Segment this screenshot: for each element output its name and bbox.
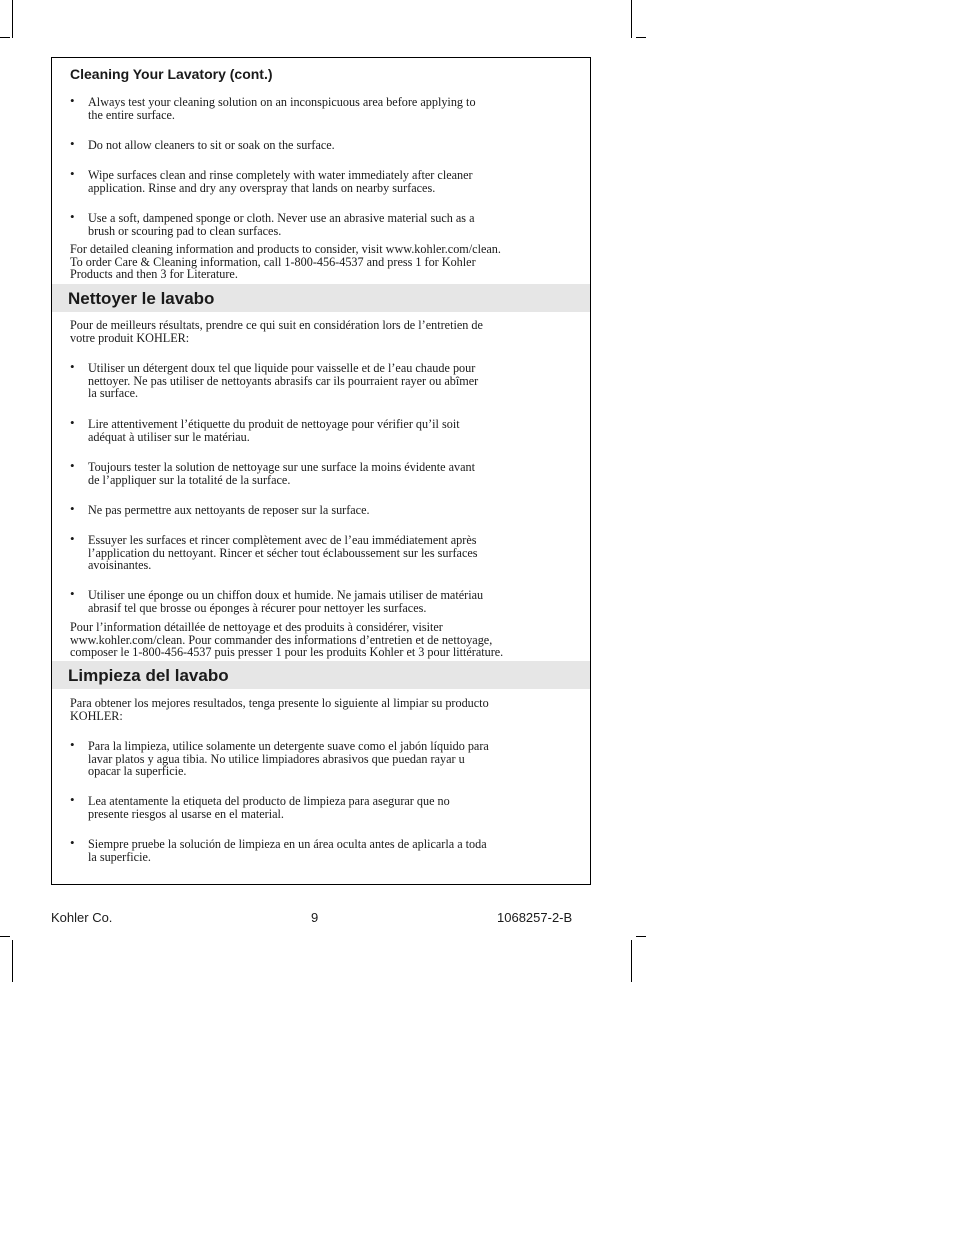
crop-mark [0, 936, 10, 937]
section-subhead-english: Cleaning Your Lavatory (cont.) [70, 66, 273, 82]
bullet-icon: • [70, 359, 75, 374]
list-item [70, 136, 568, 152]
bullet-icon: • [70, 586, 75, 601]
bullet-icon: • [70, 136, 75, 151]
list-item [70, 166, 568, 195]
crop-mark [12, 940, 13, 982]
list-item [70, 835, 568, 864]
bullet-icon: • [70, 166, 75, 181]
bullet-icon: • [70, 501, 75, 516]
section-heading-band-french [52, 284, 590, 312]
intro-paragraph-spanish: Para obtener los mejores resultados, tenga presente lo siguiente al limpiar su producto KOHLER: [70, 696, 489, 723]
list-item-text: Wipe surfaces clean and rinse completely with water immediately after cleaner application. Rinse and dry any overspray that lands on nearby surfaces. [88, 168, 473, 195]
list-item [70, 359, 568, 401]
list-item-text: Utiliser une éponge ou un chiffon doux et humide. Ne jamais utiliser de matériau abrasif tel que brosse ou éponges à récurer pour nettoyer les surfaces. [88, 588, 484, 615]
list-item-text: Utiliser un détergent doux tel que liquide pour vaisselle et de l’eau chaude pour nettoyer. Ne pas utiliser de nettoyants abrasifs car ils pourraient rayer ou abîmer la surface. [88, 361, 479, 401]
list-item [70, 737, 568, 779]
footer-doc-number: 1068257-2-B [497, 910, 573, 925]
bullet-icon: • [70, 458, 75, 473]
list-item [70, 93, 568, 122]
list-item-text: Lea atentamente la etiqueta del producto de limpieza para asegurar que no presente riesgos al usarse en el material. [88, 794, 450, 821]
bullet-icon: • [70, 209, 75, 224]
crop-mark [631, 940, 632, 982]
list-item-text: Always test your cleaning solution on an inconspicuous area before applying to the entire surface. [88, 95, 476, 122]
list-item-text: Essuyer les surfaces et rincer complètement avec de l’eau immédiatement après l’application du nettoyant. Rincer et sécher tout éclaboussement sur les surfaces avoisinantes. [88, 533, 478, 573]
footer-company: Kohler Co. [51, 910, 113, 925]
list-item [70, 501, 568, 517]
crop-mark [12, 0, 13, 38]
bullet-icon: • [70, 93, 75, 108]
content-panel [51, 57, 591, 885]
bullet-icon: • [70, 835, 75, 850]
crop-mark [631, 0, 632, 38]
list-item-text: Lire attentivement l’étiquette du produit de nettoyage pour vérifier qu’il soit adéquat à utiliser sur le matériau. [88, 417, 460, 444]
list-item [70, 458, 568, 487]
bullet-icon: • [70, 792, 75, 807]
list-item-text: Siempre pruebe la solución de limpieza en un área oculta antes de aplicarla a toda la superficie. [88, 837, 487, 864]
list-item-text: Toujours tester la solution de nettoyage sur une surface la moins évidente avant de l’appliquer sur la totalité de la surface. [88, 460, 475, 487]
list-item-text: Do not allow cleaners to sit or soak on the surface. [88, 138, 335, 152]
crop-mark [636, 37, 646, 38]
closing-paragraph-english: For detailed cleaning information and products to consider, visit www.kohler.com/clean. To order Care & Cleaning information, call 1-800-456-4537 and press 1 for Kohler Products and then 3 for Literature. [70, 242, 501, 282]
list-item [70, 586, 568, 615]
list-item [70, 792, 568, 821]
footer-page-number: 9 [311, 910, 319, 925]
intro-paragraph-french: Pour de meilleurs résultats, prendre ce qui suit en considération lors de l’entretien de votre produit KOHLER: [70, 318, 483, 345]
list-item [70, 209, 568, 238]
crop-mark [636, 936, 646, 937]
section-title-french: Nettoyer le lavabo [68, 289, 215, 308]
crop-mark [0, 37, 10, 38]
bullet-icon: • [70, 737, 75, 752]
section-heading-band-spanish [52, 661, 590, 689]
list-item-text: Para la limpieza, utilice solamente un detergente suave como el jabón líquido para lavar platos y agua tibia. No utilice limpiadores abrasivos que puedan rayar u opacar la superficie. [88, 739, 489, 779]
closing-paragraph-french: Pour l’information détaillée de nettoyage et des produits à considérer, visiter www.kohler.com/clean. Pour commander des informations d’entretien et de nettoyage, composer le 1-800-456-4537 puis presser 1 pour les produits Kohler et 3 pour littérature. [70, 620, 504, 660]
bullet-icon: • [70, 415, 75, 430]
list-item [70, 531, 568, 573]
section-title-spanish: Limpieza del lavabo [68, 666, 229, 685]
list-item-text: Use a soft, dampened sponge or cloth. Never use an abrasive material such as a brush or scouring pad to clean surfaces. [88, 211, 475, 238]
list-item-text: Ne pas permettre aux nettoyants de reposer sur la surface. [88, 503, 370, 517]
list-item [70, 415, 568, 444]
bullet-icon: • [70, 531, 75, 546]
